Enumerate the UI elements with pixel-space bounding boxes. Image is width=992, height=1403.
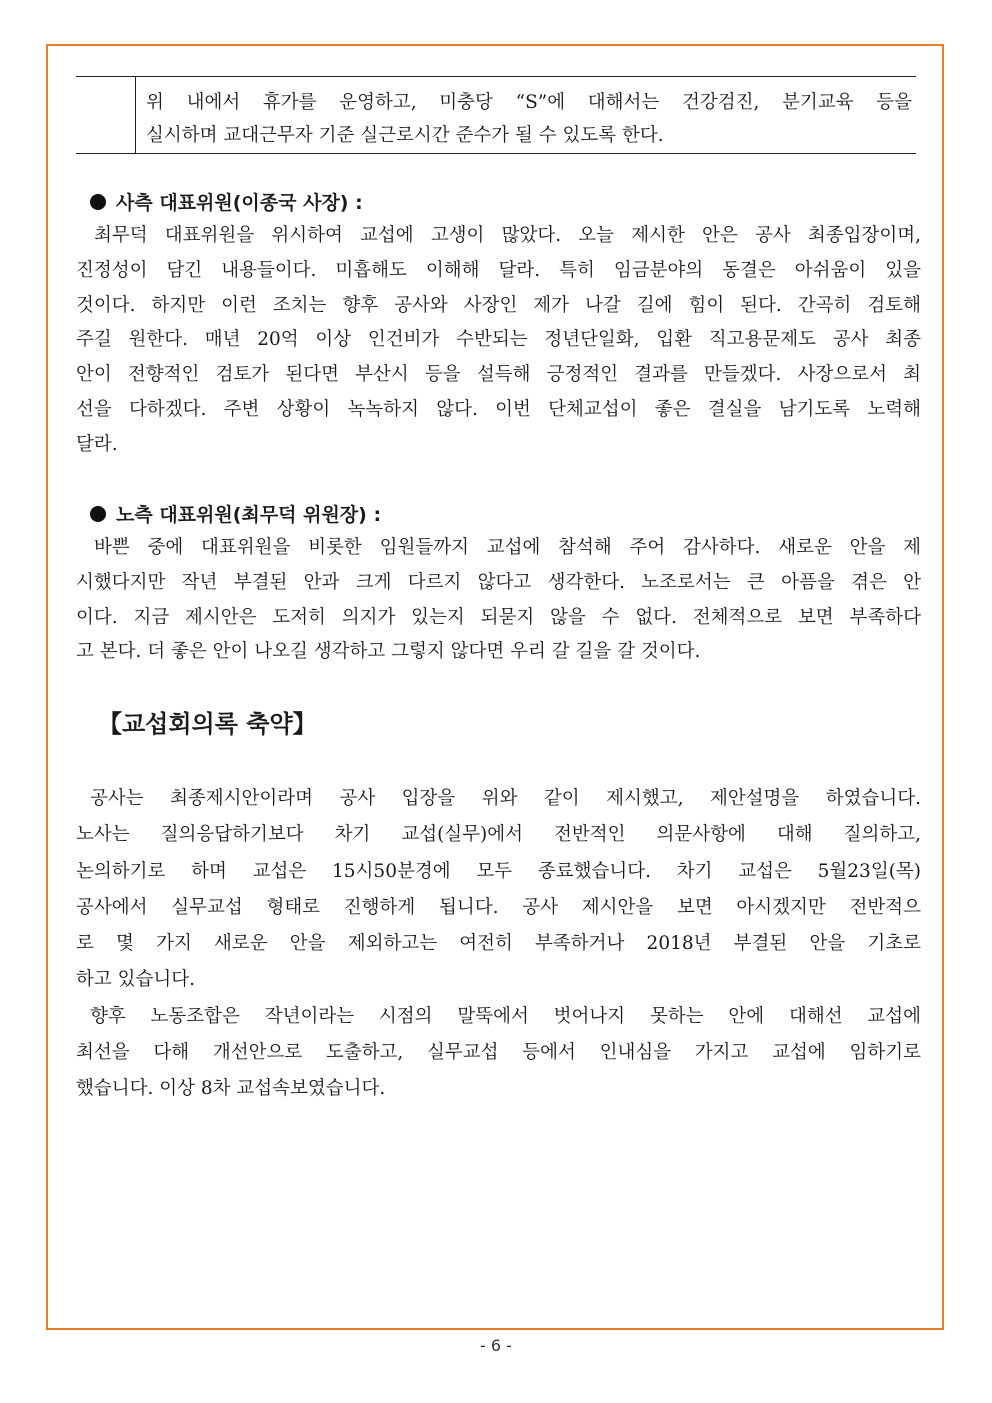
company-rep-heading — [90, 188, 363, 215]
bullet-icon — [90, 506, 106, 522]
paragraph-line: 최선을 다해 개선안으로 도출하고, 실무교섭 등에서 인내심을 가지고 교섭에 임하기로 — [76, 1042, 921, 1064]
company-rep-heading-text: 사측 대표위원(이종국 사장) : — [116, 192, 363, 214]
paragraph-line: 하고 있습니다. — [76, 969, 195, 991]
paragraph-line: 선을 다하겠다. 주변 상황이 녹녹하지 않다. 이번 단체교섭이 좋은 결실을 남기도록 노력해 — [76, 398, 921, 420]
paragraph-line: 이다. 지금 제시안은 도저히 의지가 있는지 되묻지 않을 수 없다. 전체적으로 보면 부족하다 — [76, 606, 921, 628]
section-title: 【교섭회의록 축약】 — [98, 710, 317, 738]
table-cell-line: 위 내에서 휴가를 운영하고, 미충당 “S”에 대해서는 건강검진, 분기교육 등을 — [146, 92, 912, 113]
paragraph-line: 달라. — [76, 433, 118, 455]
content-table — [76, 76, 916, 154]
union-rep-heading — [90, 500, 381, 527]
paragraph-line: 최무덕 대표위원을 위시하여 교섭에 고생이 많았다. 오늘 제시한 안은 공사 최종입장이며, — [94, 225, 921, 246]
paragraph-line: 로 몇 가지 새로운 안을 제외하고는 여전히 부족하거나 2018년 부결된 안을 기초로 — [76, 933, 921, 955]
table-column-divider — [135, 77, 136, 153]
paragraph-line: 공사는 최종제시안이라며 공사 입장을 위와 같이 제시했고, 제안설명을 하였습니다. — [90, 788, 921, 809]
paragraph-line: 시했다지만 작년 부결된 안과 크게 다르지 않다고 생각한다. 노조로서는 큰 아픔을 겪은 안 — [76, 571, 921, 593]
paragraph-line: 공사에서 실무교섭 형태로 진행하게 됩니다. 공사 제시안을 보면 아시겠지만 전반적으 — [76, 896, 921, 918]
paragraph-line: 진정성이 담긴 내용들이다. 미흡해도 이해해 달라. 특히 임금분야의 동결은 아쉬움이 있을 — [76, 259, 921, 281]
company-rep-paragraph — [76, 219, 921, 463]
paragraph-line: 했습니다. 이상 8차 교섭속보였습니다. — [76, 1078, 386, 1100]
paragraph-line: 향후 노동조합은 작년이라는 시점의 말뚝에서 벗어나지 못하는 안에 대해선 교섭에 — [90, 1005, 921, 1027]
bullet-icon — [90, 194, 106, 210]
table-cell — [146, 86, 912, 152]
paragraph-line: 안이 전향적인 검토가 된다면 부산시 등을 설득해 긍정적인 결과를 만들겠다. 사장으로서 최 — [76, 364, 921, 386]
paragraph-line: 바쁜 중에 대표위원을 비롯한 임원들까지 교섭에 참석해 주어 감사하다. 새로운 안을 제 — [94, 537, 921, 558]
table-cell-line: 실시하며 교대근무자 기준 실근로시간 준수가 될 수 있도록 한다. — [146, 125, 664, 146]
summary-paragraph — [76, 781, 921, 1108]
paragraph-line: 주길 원한다. 매년 20억 이상 인건비가 수반되는 정년단일화, 입환 직고용문제도 공사 최종 — [76, 329, 921, 351]
paragraph-line: 고 본다. 더 좋은 안이 나오길 생각하고 그렇지 않다면 우리 갈 길을 갈 것이다. — [76, 641, 701, 663]
union-rep-paragraph — [76, 531, 921, 670]
paragraph-line: 논의하기로 하며 교섭은 15시50분경에 모두 종료했습니다. 차기 교섭은 5월23일(목) — [76, 860, 921, 882]
union-rep-heading-text: 노측 대표위원(최무덕 위원장) : — [116, 504, 382, 526]
paragraph-line: 노사는 질의응답하기보다 차기 교섭(실무)에서 전반적인 의문사항에 대해 질의하고, — [76, 824, 921, 846]
paragraph-line: 것이다. 하지만 이런 조치는 향후 공사와 사장인 제가 나갈 길에 힘이 된다. 간곡히 검토해 — [76, 294, 921, 316]
page-number: - 6 - — [480, 1336, 512, 1355]
